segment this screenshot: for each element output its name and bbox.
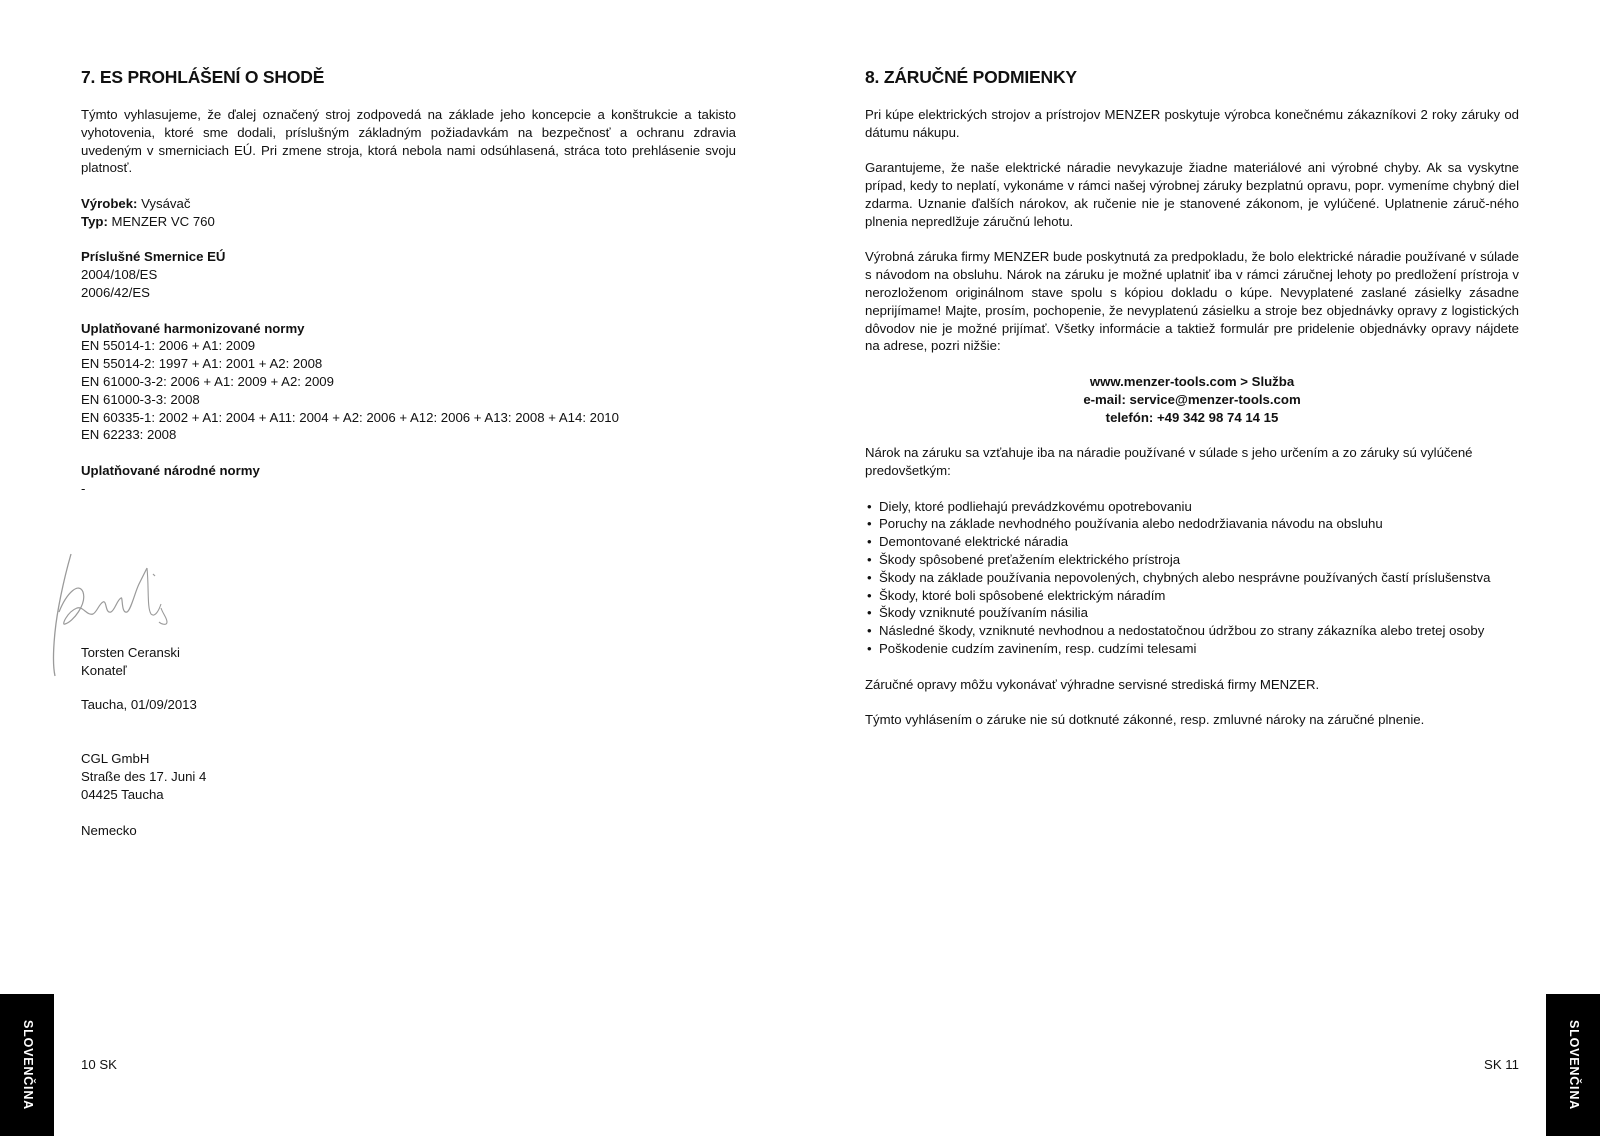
directives-block <box>81 248 736 301</box>
country <box>81 822 137 840</box>
warranty-para-2: Garantujeme, že naše elektrické náradie nevykazuje žiadne materiálové ani výrobné chyby. Ak sa vyskytne prípad, kedy to neplatí, vykonáme v rámci našej výrobnej záruky bezplatnú opravu, popr. vymeníme chybný diel zdarma. Uznanie ďalších nárokov, ak ručenie nie je stanovené zákonom, je vylúčené. Uplatnenie záruč-ného plnenia nepredlžuje záručnú lehotu. <box>865 160 1519 229</box>
warranty-para-6: Týmto vyhlásením o záruke nie sú dotknuté zákonné, resp. zmluvné nároky na záručné plnenie. <box>865 712 1425 728</box>
place-date <box>81 696 197 714</box>
harmonized-block <box>81 320 736 445</box>
harmonized-item: EN 61000-3-3: 2008 <box>81 391 200 407</box>
company-line: CGL GmbH <box>81 751 150 766</box>
harmonized-item: EN 55014-2: 1997 + A1: 2001 + A2: 2008 <box>81 356 323 372</box>
right-page <box>800 0 1600 1136</box>
national-block <box>81 462 736 498</box>
list-item: • Škody, ktoré boli spôsobené elektrickým náradím <box>865 587 1519 605</box>
warranty-para-1: Pri kúpe elektrických strojov a prístrojov MENZER poskytuje výrobca konečnému zákazníkovi 2 roky záruky od dátumu nákupu. <box>865 107 1519 140</box>
harmonized-item: EN 60335-1: 2002 + A1: 2004 + A11: 2004 + A2: 2006 + A12: 2006 + A13: 2008 + A14: 2010 <box>81 409 619 425</box>
country-text: Nemecko <box>81 823 137 838</box>
declaration-intro: Týmto vyhlasujeme, že ďalej označený stroj zodpovedá na základe jeho koncepcie a konštrukcie a takisto vyhotovenia, ktoré sme dodali, príslušným základným požiadavkám na bezpečnosť a ochranu zdravia uvedeným v smerniciach EÚ. Pri zmene stroja, ktorá nebola nami odsúhlasená, stráca toto prehlásenie svoju platnosť. <box>81 107 736 176</box>
directive-item: 2006/42/ES <box>81 284 150 300</box>
national-heading: Uplatňované národné normy <box>81 462 260 478</box>
warranty-para-5: Záručné opravy môžu vykonávať výhradne servisné strediská firmy MENZER. <box>865 676 1320 692</box>
warranty-para-4: Nárok na záruku sa vzťahuje iba na náradie používané v súlade s jeho určením a zo záruky sú vylúčené predovšetkým: <box>865 445 1473 478</box>
product-value: Vysávač <box>137 195 191 211</box>
signer-block <box>81 644 180 680</box>
harmonized-heading: Uplatňované harmonizované normy <box>81 320 305 336</box>
page-number-left: 10 SK <box>81 1057 117 1072</box>
list-item: • Škody na základe používania nepovolených, chybných alebo nesprávne používaných častí príslušenstva <box>865 569 1519 587</box>
company-line: Straße des 17. Juni 4 <box>81 768 207 784</box>
national-value: - <box>81 480 86 496</box>
directives-heading: Príslušné Smernice EÚ <box>81 249 226 265</box>
product-line <box>81 195 736 213</box>
warranty-heading: 8. ZÁRUČNÉ PODMIENKY <box>865 67 1077 87</box>
directive-item: 2004/108/ES <box>81 267 158 283</box>
contact-block <box>865 373 1519 426</box>
warranty-para-3: Výrobná záruka firmy MENZER bude poskytnutá za predpokladu, že bolo elektrické náradie používané v súlade s návodom na obsluhu. Nárok na záruku je možné uplatniť iba v rámci záručnej lehoty po predložení prístroja v nerozloženom originálnom stave spolu s kópiou dokladu o kúpe. Nevyplatené zaslané zásielky zásadne neprijímame! Majte, prosím, pochopenie, že nevyplatenú zásielku a stroje bez objednávky opravy z logistických dôvodov nie je možné prijímať. Všetky informácie a taktiež formulár pre pridelenie objednávky opravy nájdete na adrese, pozri nižšie: <box>865 249 1519 354</box>
language-tab-left <box>0 994 54 1136</box>
harmonized-item: EN 61000-3-2: 2006 + A1: 2009 + A2: 2009 <box>81 373 334 389</box>
declaration-heading: 7. ES PROHLÁŠENÍ O SHODĚ <box>81 67 325 87</box>
product-block <box>81 195 736 231</box>
company-line: 04425 Taucha <box>81 786 164 802</box>
list-item: • Škody spôsobené preťažením elektrického prístroja <box>865 551 1519 569</box>
type-label: Typ: <box>81 213 108 229</box>
list-item: • Demontované elektrické náradia <box>865 533 1519 551</box>
product-label: Výrobek: <box>81 195 138 211</box>
language-tab-label: SLOVENČINA <box>1566 1020 1581 1110</box>
page-number-right: SK 11 <box>1484 1057 1519 1072</box>
list-item: • Následné škody, vzniknuté nevhodnou a nedostatočnou údržbou zo strany zákazníka alebo tretej osoby <box>865 622 1519 640</box>
contact-email: e-mail: service@menzer-tools.com <box>1083 391 1301 407</box>
contact-phone: telefón: +49 342 98 74 14 15 <box>1105 409 1279 425</box>
list-item: • Poruchy na základe nevhodného používania alebo nedodržiavania návodu na obsluhu <box>865 515 1519 533</box>
list-item: • Škody vzniknuté používaním násilia <box>865 604 1519 622</box>
declaration-section <box>81 66 736 515</box>
list-item: • Poškodenie cudzím zavinením, resp. cudzími telesami <box>865 640 1519 658</box>
list-item: • Diely, ktoré podliehajú prevádzkovému opotrebovaniu <box>865 498 1519 516</box>
warranty-section <box>865 66 1519 747</box>
signer-role: Konateľ <box>81 662 127 678</box>
type-value: MENZER VC 760 <box>107 213 215 229</box>
language-tab-label: SLOVENČINA <box>20 1020 35 1110</box>
company-address <box>81 750 206 803</box>
place-date-text: Taucha, 01/09/2013 <box>81 697 197 712</box>
harmonized-item: EN 62233: 2008 <box>81 427 177 443</box>
harmonized-item: EN 55014-1: 2006 + A1: 2009 <box>81 338 256 354</box>
type-line <box>81 213 736 231</box>
contact-website: www.menzer-tools.com > Služba <box>1089 373 1295 389</box>
language-tab-right <box>1546 994 1600 1136</box>
signer-name: Torsten Ceranski <box>81 645 180 660</box>
exclusions-list <box>865 498 1519 658</box>
